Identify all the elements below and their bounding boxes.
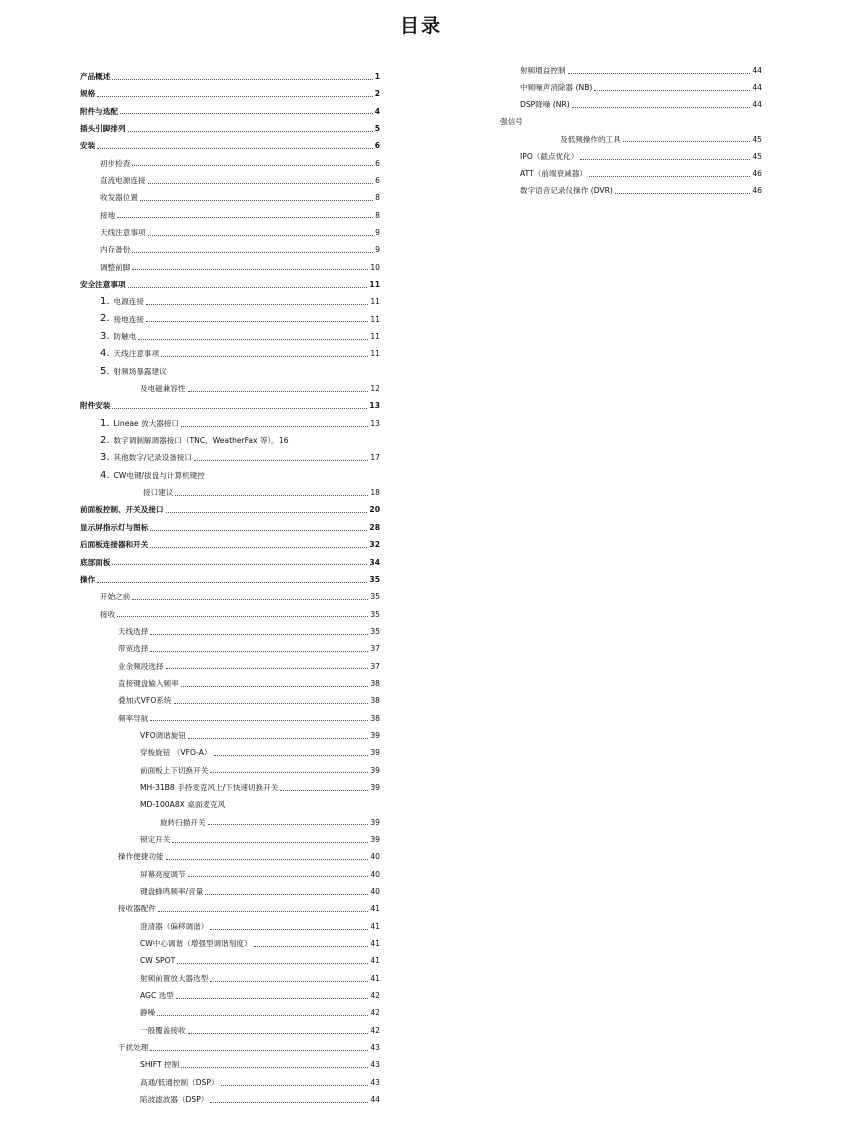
toc-leader-dots: [181, 686, 369, 687]
toc-entry: [80, 259, 380, 276]
toc-entry-label: 带宽选择: [118, 644, 149, 654]
toc-entry: [80, 744, 380, 761]
toc-entry: [80, 519, 380, 536]
toc-entry-label: 安全注意事项: [80, 280, 126, 289]
toc-leader-dots: [210, 929, 368, 930]
toc-entry-page: 37: [370, 661, 380, 671]
toc-leader-dots: [166, 668, 369, 669]
toc-entry: [80, 398, 380, 415]
page-title: 目录: [399, 15, 442, 37]
toc-leader-dots: [112, 79, 372, 80]
toc-entry: [80, 346, 380, 363]
toc-entry: [80, 866, 380, 883]
toc-entry: [80, 1074, 380, 1091]
toc-entry-page: 35: [370, 626, 380, 636]
toc-entry-page: 2: [374, 89, 380, 99]
toc-leader-dots: [138, 339, 368, 340]
toc-entry-number: 3.: [100, 452, 110, 464]
toc-entry: [80, 883, 380, 900]
toc-entry: [80, 155, 380, 172]
toc-entry-page: 44: [752, 100, 762, 110]
toc-entry-label: 开始之前: [100, 592, 131, 602]
toc-leader-dots: [150, 634, 368, 635]
toc-entry-label: 高通/低通控制（DSP）: [140, 1077, 219, 1087]
toc-entry-label: 射频增益控制: [520, 65, 566, 75]
toc-entry: [80, 172, 380, 189]
toc-leader-dots: [150, 720, 368, 721]
toc-entry: [80, 293, 380, 310]
toc-leader-dots: [181, 1067, 368, 1068]
toc-entry: [80, 675, 380, 692]
toc-entry-page: 39: [370, 782, 380, 792]
toc-leader-dots: [210, 772, 368, 773]
toc-leader-dots: [150, 547, 367, 548]
toc-entry-page: 35: [369, 574, 380, 584]
toc-entry-page: 37: [370, 644, 380, 654]
toc-entry-number: 4.: [100, 348, 110, 360]
toc-entry: [80, 606, 380, 623]
toc-entry: [80, 85, 380, 102]
toc-entry-page: 13: [370, 418, 380, 428]
toc-entry-label: CW中心调谐（增强型调谐刻度）: [140, 939, 252, 949]
toc-leader-dots: [166, 512, 368, 513]
toc-entry-label: 锁定开关: [140, 835, 171, 844]
toc-entry-label: 陷波滤波器（DSP）: [140, 1095, 209, 1105]
toc-entry-number: 1.: [100, 296, 110, 308]
toc-leader-dots: [148, 183, 374, 184]
toc-entry-page: 40: [370, 852, 380, 862]
toc-entry-page: 40: [370, 887, 380, 897]
toc-entry-page: 39: [370, 835, 380, 844]
toc-entry: [80, 918, 380, 935]
toc-leader-dots: [174, 703, 369, 704]
toc-leader-dots: [572, 107, 751, 108]
toc-entry: [80, 103, 380, 120]
toc-entry-page: 46: [752, 168, 762, 178]
toc-entry: [80, 554, 380, 571]
toc-entry-page: 43: [370, 1043, 380, 1053]
toc-entry-label: 干扰处理: [118, 1043, 149, 1053]
toc-entry-label: 规格: [80, 89, 96, 99]
toc-leader-dots: [210, 1102, 368, 1103]
toc-entry: [80, 328, 380, 345]
toc-entry: [80, 658, 380, 675]
toc-entry: [80, 762, 380, 779]
toc-entry: [80, 363, 380, 380]
toc-entry-label: 插头引脚排列: [80, 123, 126, 133]
toc-entry: [80, 1057, 380, 1074]
toc-leader-dots: [150, 530, 367, 531]
toc-entry-page: 45: [752, 151, 762, 161]
toc-leader-dots: [132, 252, 373, 253]
toc-entry-label: 操作: [80, 574, 96, 584]
toc-leader-dots: [150, 651, 368, 652]
toc-entry: [80, 848, 380, 865]
toc-entry-page: 17: [370, 453, 380, 463]
toc-leader-dots: [117, 616, 368, 617]
toc-entry: [80, 814, 380, 831]
toc-leader-dots: [161, 356, 368, 357]
toc-entry-page: 35: [370, 592, 380, 602]
toc-entry-label: 数字调制解调器接口（TNC、WeatherFax 等）。16: [113, 436, 289, 446]
toc-entry: [500, 62, 762, 79]
toc-leader-dots: [188, 738, 368, 739]
toc-entry: [80, 779, 380, 796]
toc-entry-label: 及低频操作的工具: [560, 134, 621, 144]
toc-leader-dots: [188, 876, 369, 877]
toc-entry: [80, 536, 380, 553]
toc-entry: [80, 727, 380, 744]
toc-entry-page: 39: [370, 817, 380, 827]
toc-entry-label: 业余频段选择: [118, 661, 164, 671]
toc-entry-number: 3.: [100, 330, 110, 342]
toc-entry-page: 8: [375, 210, 380, 220]
toc-entry-number: 4.: [100, 469, 110, 481]
toc-entry-label: 中频噪声消除器 (NB): [520, 82, 593, 92]
toc-entry-label: 射频前置放大器选型: [140, 973, 209, 983]
toc-entry-label: Lineae 放大器接口: [113, 418, 180, 428]
toc-entry-page: 40: [370, 869, 380, 879]
toc-entry: [500, 114, 762, 131]
toc-entry-label: 调整前脚: [100, 262, 131, 272]
toc-leader-dots: [615, 193, 750, 194]
toc-entry: [500, 131, 762, 148]
toc-entry-label: 电源连接: [113, 297, 144, 307]
toc-leader-dots: [128, 131, 373, 132]
toc-entry: [80, 311, 380, 328]
toc-leader-dots: [97, 582, 367, 583]
toc-entry: [80, 224, 380, 241]
toc-leader-dots: [568, 73, 751, 74]
toc-entry-label: 收发器位置: [100, 193, 138, 203]
toc-entry: [500, 182, 762, 199]
toc-entry-page: 44: [752, 65, 762, 75]
toc-entry-page: 11: [369, 280, 380, 289]
toc-leader-dots: [112, 564, 367, 565]
toc-entry-page: 41: [370, 956, 380, 966]
toc-entry-page: 43: [370, 1077, 380, 1087]
toc-entry-label: 后面板连接器和开关: [80, 540, 149, 550]
toc-entry: [80, 68, 380, 85]
toc-entry-page: 20: [369, 505, 380, 515]
toc-entry-page: 1: [374, 71, 380, 81]
toc-entry-label: 静噪: [140, 1008, 156, 1018]
toc-entry: [80, 1091, 380, 1108]
toc-entry-label: MD-100A8X 桌面麦克风: [140, 800, 226, 810]
toc-entry-label: 内存备份: [100, 245, 131, 255]
toc-entry-label: 接收: [100, 609, 116, 619]
toc-entry: [80, 484, 380, 501]
toc-entry: [80, 415, 380, 432]
toc-entry-label: 接收器配件: [118, 904, 156, 914]
toc-entry-page: 39: [370, 765, 380, 775]
toc-entry-label: 屏幕亮度调节: [140, 869, 186, 879]
toc-leader-dots: [150, 1050, 368, 1051]
toc-entry-label: 初步检查: [100, 158, 131, 168]
toc-entry-page: 41: [370, 921, 380, 931]
toc-entry: [80, 796, 380, 813]
toc-entry-label: 直流电源连接: [100, 175, 146, 185]
toc-leader-dots: [132, 165, 373, 166]
toc-leader-dots: [146, 321, 368, 322]
toc-entry-page: 42: [370, 1008, 380, 1018]
toc-entry-page: 41: [370, 939, 380, 949]
toc-leader-dots: [176, 998, 368, 999]
toc-leader-dots: [623, 141, 751, 142]
toc-entry-page: 18: [370, 488, 380, 498]
toc-leader-dots: [194, 460, 368, 461]
toc-leader-dots: [208, 824, 369, 825]
toc-entry-label: 及电磁兼容性: [140, 384, 186, 394]
toc-entry: [80, 120, 380, 137]
toc-entry: [80, 831, 380, 848]
toc-entry-label: 底部面板: [80, 557, 111, 567]
toc-entry-page: 11: [370, 297, 380, 307]
toc-entry-page: 9: [375, 227, 380, 237]
toc-entry-page: 5: [374, 123, 380, 133]
toc-leader-dots: [120, 113, 373, 114]
toc-entry-page: 10: [370, 262, 380, 272]
toc-entry-label: 澄清器（偏移调谐）: [140, 921, 209, 931]
toc-entry-number: 5.: [100, 365, 110, 377]
toc-entry-label: DSP降噪 (NR): [520, 100, 570, 110]
toc-entry: [500, 79, 762, 96]
toc-leader-dots: [188, 1033, 369, 1034]
toc-entry: [80, 953, 380, 970]
toc-entry-label: AGC 选型: [140, 991, 174, 1001]
toc-entry: [80, 137, 380, 154]
toc-entry: [80, 987, 380, 1004]
toc-entry-label: 其他数字/记录设备接口: [113, 453, 193, 463]
toc-entry-page: 45: [752, 134, 762, 144]
toc-entry-page: 42: [370, 1025, 380, 1035]
toc-entry: [80, 380, 380, 397]
toc-left-column: [80, 68, 380, 1109]
toc-leader-dots: [280, 790, 368, 791]
toc-entry-page: 6: [375, 175, 380, 185]
toc-entry-label: 旋转扫描开关: [160, 817, 206, 827]
toc-leader-dots: [214, 755, 369, 756]
toc-entry-page: 38: [370, 696, 380, 706]
toc-entry-label: 叠加式VFO系统: [118, 696, 172, 706]
toc-entry-label: 附件与选配: [80, 106, 118, 116]
toc-leader-dots: [172, 842, 368, 843]
toc-leader-dots: [148, 235, 374, 236]
toc-entry-page: 44: [370, 1095, 380, 1105]
toc-entry-label: 前面板控制、开关及接口: [80, 505, 164, 515]
toc-entry-label: 防触电: [113, 332, 137, 342]
toc-entry: [80, 1005, 380, 1022]
toc-leader-dots: [181, 426, 368, 427]
toc-entry-label: SHIFT 控制: [140, 1060, 180, 1070]
toc-entry: [80, 571, 380, 588]
toc-entry-page: 34: [369, 557, 380, 567]
toc-leader-dots: [175, 495, 368, 496]
toc-entry-number: 2.: [100, 313, 110, 325]
toc-entry: [80, 692, 380, 709]
toc-leader-dots: [188, 391, 369, 392]
toc-entry: [80, 970, 380, 987]
toc-entry-page: 35: [370, 609, 380, 619]
toc-leader-dots: [177, 963, 368, 964]
toc-entry-page: 8: [375, 193, 380, 203]
toc-leader-dots: [158, 911, 368, 912]
toc-entry-label: 操作便捷功能: [118, 852, 164, 862]
toc-entry-label: 附件安装: [80, 401, 111, 411]
toc-entry: [80, 241, 380, 258]
toc-entry-label: 天线注意事项: [100, 227, 146, 237]
toc-leader-dots: [254, 946, 369, 947]
toc-entry-label: 接地连接: [113, 314, 144, 324]
toc-leader-dots: [97, 148, 373, 149]
toc-leader-dots: [166, 859, 369, 860]
toc-entry: [80, 710, 380, 727]
toc-entry-label: IPO（截点优化）: [520, 151, 579, 161]
toc-entry-label: 穿梭旋钮 （VFO-A）: [140, 748, 212, 758]
toc-entry-label: 显示屏指示灯与图标: [80, 522, 149, 532]
toc-entry-label: CW SPOT: [140, 956, 176, 966]
toc-entry-label: 键盘蜂鸣频率/音量: [140, 887, 204, 897]
toc-entry: [500, 165, 762, 182]
toc-entry-number: 1.: [100, 417, 110, 429]
toc-entry-label: 产品概述: [80, 71, 111, 81]
toc-entry-label: 强信号: [500, 117, 523, 127]
toc-entry: [500, 96, 762, 113]
toc-entry-label: 接地: [100, 210, 116, 220]
toc-entry: [80, 901, 380, 918]
toc-entry-label: 前面板上下切换开关: [140, 765, 209, 775]
toc-entry-label: VFO调谐旋钮: [140, 730, 186, 740]
toc-entry-label: 一般覆盖接收: [140, 1025, 186, 1035]
toc-entry-page: 12: [370, 384, 380, 394]
toc-entry-page: 6: [375, 158, 380, 168]
toc-leader-dots: [128, 287, 368, 288]
toc-entry-page: 39: [370, 748, 380, 758]
toc-entry-page: 11: [370, 314, 380, 324]
toc-entry-label: MH-31B8 手持麦克风上/下快速切换开关: [140, 782, 279, 792]
toc-leader-dots: [594, 90, 750, 91]
toc-entry-page: 38: [370, 678, 380, 688]
toc-entry-label: 直接键盘输入频率: [118, 678, 179, 688]
toc-right-column: [500, 62, 762, 200]
toc-entry: [80, 207, 380, 224]
toc-leader-dots: [112, 408, 367, 409]
toc-entry: [80, 450, 380, 467]
toc-entry-page: 11: [370, 332, 380, 342]
toc-entry-page: 42: [370, 991, 380, 1001]
toc-entry-page: 41: [370, 904, 380, 914]
toc-leader-dots: [140, 200, 373, 201]
toc-entry-label: ATT（前端衰减器）: [520, 168, 587, 178]
toc-entry-page: 46: [752, 186, 762, 196]
toc-entry-page: 32: [369, 540, 380, 550]
toc-entry: [80, 640, 380, 657]
toc-entry: [80, 189, 380, 206]
toc-entry: [80, 588, 380, 605]
toc-entry-page: 44: [752, 82, 762, 92]
toc-leader-dots: [146, 304, 368, 305]
toc-entry-page: 6: [374, 141, 380, 151]
toc-entry: [80, 432, 380, 449]
toc-entry: [500, 148, 762, 165]
toc-leader-dots: [210, 981, 368, 982]
toc-entry-page: 11: [370, 349, 380, 359]
toc-leader-dots: [157, 1015, 368, 1016]
toc-leader-dots: [221, 1085, 369, 1086]
toc-entry-page: 39: [370, 730, 380, 740]
toc-entry: [80, 1039, 380, 1056]
toc-entry-label: CW电键/拔盘与计算机键控: [113, 470, 205, 480]
toc-entry-label: 天线注意事项: [113, 349, 160, 359]
toc-entry-number: 2.: [100, 434, 110, 446]
toc-entry-label: 接口建议: [143, 488, 174, 498]
toc-entry: [80, 1022, 380, 1039]
toc-entry-label: 安装: [80, 141, 96, 151]
toc-leader-dots: [580, 159, 750, 160]
toc-leader-dots: [132, 599, 368, 600]
toc-leader-dots: [205, 894, 368, 895]
toc-entry-label: 数字语音记录仪操作 (DVR): [520, 186, 613, 196]
toc-entry: [80, 935, 380, 952]
toc-entry-label: 射频场暴露建议: [113, 366, 167, 376]
toc-leader-dots: [117, 217, 373, 218]
toc-entry-page: 28: [369, 522, 380, 532]
toc-entry-page: 38: [370, 713, 380, 723]
toc-entry-label: 频率导航: [118, 713, 149, 723]
toc-entry-page: 9: [375, 245, 380, 255]
toc-entry: [80, 623, 380, 640]
toc-leader-dots: [132, 269, 368, 270]
toc-entry-page: 43: [370, 1060, 380, 1070]
toc-entry: [80, 467, 380, 484]
toc-entry-page: 13: [369, 401, 380, 411]
toc-entry: [80, 502, 380, 519]
toc-entry-page: 41: [370, 973, 380, 983]
toc-entry-label: 天线选择: [118, 626, 149, 636]
toc-entry: [80, 276, 380, 293]
toc-leader-dots: [97, 96, 373, 97]
toc-entry-page: 4: [374, 106, 380, 116]
toc-leader-dots: [589, 176, 750, 177]
